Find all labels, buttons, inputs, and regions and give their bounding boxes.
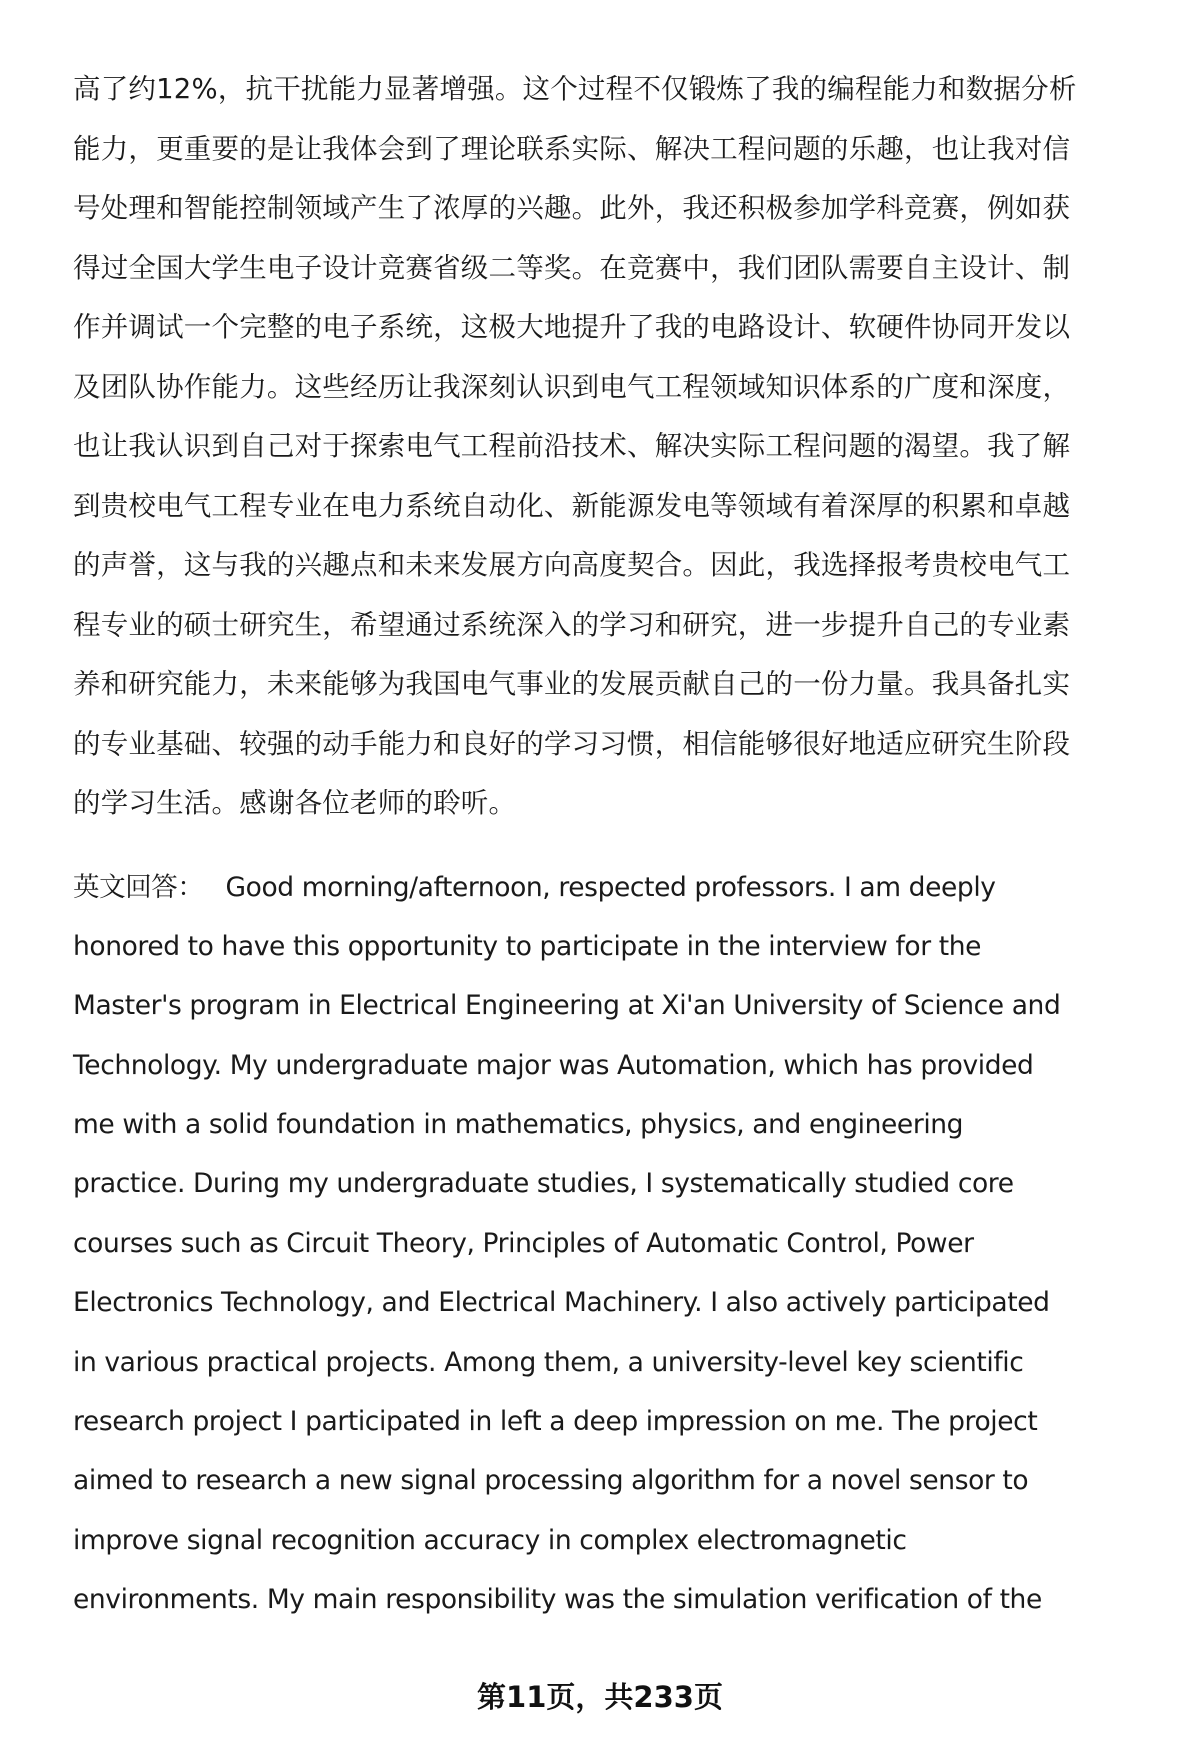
- text-line: 养和研究能力，未来能够为我国电气事业的发展贡献自己的一份力量。我具备扎实: [73, 668, 1071, 700]
- chinese-paragraph: [73, 60, 1148, 834]
- english-paragraph: [73, 858, 1148, 1630]
- text-line: 号处理和智能控制领域产生了浓厚的兴趣。此外，我还积极参加学科竞赛，例如获: [73, 192, 1071, 224]
- text-line: courses such as Circuit Theory, Principles of Automatic Control, Power: [73, 1227, 974, 1259]
- text-line: 到贵校电气工程专业在电力系统自动化、新能源发电等领域有着深厚的积累和卓越: [73, 489, 1071, 522]
- text-line: 作并调试一个完整的电子系统，这极大地提升了我的电路设计、软硬件协同开发以: [73, 311, 1071, 343]
- text-line: [73, 858, 1148, 917]
- text-line: research project I participated in left a deep impression on me. The project: [73, 1406, 1038, 1438]
- english-answer-label: 英文回答：: [73, 871, 204, 903]
- text-line: in various practical projects. Among them, a university-level key scientific: [73, 1346, 1024, 1378]
- text-line: 的声誉，这与我的兴趣点和未来发展方向高度契合。因此，我选择报考贵校电气工: [73, 549, 1071, 581]
- text-line: 程专业的硕士研究生，希望通过系统深入的学习和研究，进一步提升自己的专业素: [73, 608, 1071, 641]
- text-line: Technology. My undergraduate major was Automation, which has provided: [73, 1049, 1034, 1081]
- text-line: me with a solid foundation in mathematics, physics, and engineering: [73, 1109, 964, 1141]
- page-number-footer: 第11页，共233页: [477, 1680, 723, 1714]
- text-line: Master's program in Electrical Engineering at Xi'an University of Science and: [73, 990, 1061, 1022]
- text-line: 能力，更重要的是让我体会到了理论联系实际、解决工程问题的乐趣，也让我对信: [73, 132, 1071, 165]
- text-line: improve signal recognition accuracy in complex electromagnetic: [73, 1524, 907, 1556]
- text-line: 及团队协作能力。这些经历让我深刻认识到电气工程领域知识体系的广度和深度，: [73, 370, 1071, 403]
- text-line: practice. During my undergraduate studies, I systematically studied core: [73, 1168, 1014, 1200]
- text-line: aimed to research a new signal processing algorithm for a novel sensor to: [73, 1465, 1029, 1497]
- text-line: 的专业基础、较强的动手能力和良好的学习习惯，相信能够很好地适应研究生阶段: [73, 727, 1071, 760]
- text-line: honored to have this opportunity to participate in the interview for the: [73, 930, 982, 962]
- text-line: Electronics Technology, and Electrical Machinery. I also actively participated: [73, 1287, 1050, 1319]
- text-line: 得过全国大学生电子设计竞赛省级二等奖。在竞赛中，我们团队需要自主设计、制: [73, 251, 1071, 284]
- text-line: 的学习生活。感谢各位老师的聆听。: [73, 787, 517, 819]
- english-first-line: Good morning/afternoon, respected professors. I am deeply: [225, 871, 996, 903]
- text-line: 高了约12%，抗干扰能力显著增强。这个过程不仅锻炼了我的编程能力和数据分析: [73, 73, 1077, 105]
- text-line: environments. My main responsibility was the simulation verification of the: [73, 1584, 1042, 1616]
- text-line: 也让我认识到自己对于探索电气工程前沿技术、解决实际工程问题的渴望。我了解: [73, 430, 1071, 462]
- document-body: [73, 60, 1148, 1630]
